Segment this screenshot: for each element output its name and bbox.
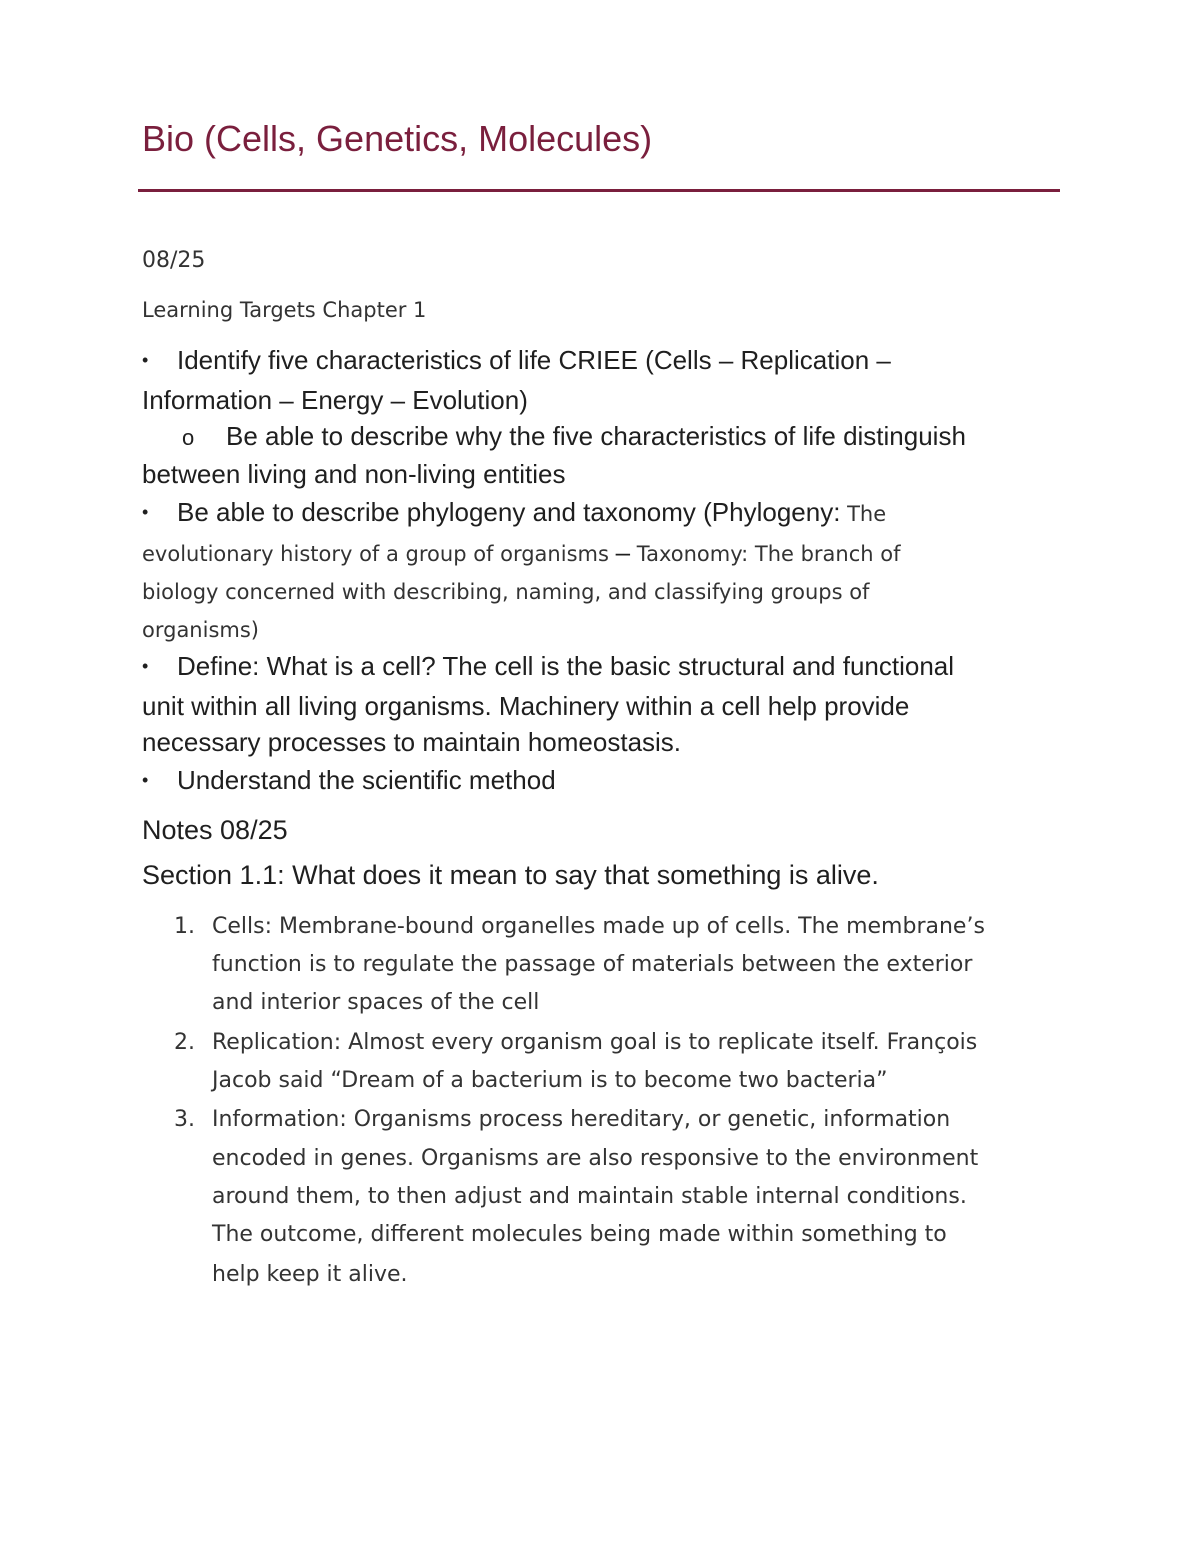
target-3-line-1: • Define: What is a cell? The cell is the basic structural and functional — [142, 651, 955, 681]
target-2-line-1: • Be able to describe phylogeny and taxonomy (Phylogeny: The — [142, 497, 887, 527]
list-item-3-line-2: encoded in genes. Organisms are also responsive to the environment — [212, 1146, 979, 1171]
target-2-line-4: organisms) — [142, 618, 259, 642]
target-1-line-2: Information – Energy – Evolution) — [142, 385, 528, 415]
list-item-3-line-5: help keep it alive. — [212, 1262, 408, 1287]
bullet-icon: • — [142, 350, 149, 370]
list-number-2: 2. — [174, 1030, 195, 1055]
bullet-icon: • — [142, 502, 149, 522]
list-item-3-line-1: Information: Organisms process hereditary, or genetic, information — [212, 1107, 951, 1132]
bullet-icon: • — [142, 656, 149, 676]
list-number-1: 1. — [174, 914, 195, 939]
notes-heading: Notes 08/25 — [142, 815, 288, 845]
target-2-line-3: biology concerned with describing, naming, and classifying groups of — [142, 580, 870, 604]
list-item-3-line-4: The outcome, different molecules being made within something to — [212, 1222, 947, 1247]
target-1-sub-line-1: o Be able to describe why the five characteristics of life distinguish — [142, 420, 966, 454]
target-1-line-1: • Identify five characteristics of life CRIEE (Cells – Replication – — [142, 345, 891, 375]
list-item-2-line-1: Replication: Almost every organism goal is to replicate itself. François — [212, 1030, 978, 1055]
bullet-icon: • — [142, 770, 149, 790]
list-item-2-line-2: Jacob said “Dream of a bacterium is to become two bacteria” — [212, 1068, 888, 1093]
list-item-1-line-3: and interior spaces of the cell — [212, 990, 540, 1015]
target-3-line-3: necessary processes to maintain homeostasis. — [142, 727, 682, 757]
sub-bullet-icon: o — [182, 425, 195, 450]
list-number-3: 3. — [174, 1107, 195, 1132]
target-1-sub-line-2: between living and non-living entities — [142, 459, 566, 489]
list-item-1-line-1: Cells: Membrane-bound organelles made up of cells. The membrane’s — [212, 914, 985, 939]
document-title: Bio (Cells, Genetics, Molecules) — [142, 118, 653, 159]
target-4-line-1: • Understand the scientific method — [142, 765, 556, 795]
date-label: 08/25 — [142, 248, 206, 273]
target-2-line-2: evolutionary history of a group of organisms – Taxonomy: The branch of — [142, 537, 901, 567]
title-divider — [138, 189, 1060, 192]
list-item-1-line-2: function is to regulate the passage of materials between the exterior — [212, 952, 973, 977]
learning-targets-heading: Learning Targets Chapter 1 — [142, 298, 427, 322]
target-3-line-2: unit within all living organisms. Machinery within a cell help provide — [142, 691, 910, 721]
section-heading: Section 1.1: What does it mean to say that something is alive. — [142, 860, 879, 890]
list-item-3-line-3: around them, to then adjust and maintain stable internal conditions. — [212, 1184, 967, 1209]
